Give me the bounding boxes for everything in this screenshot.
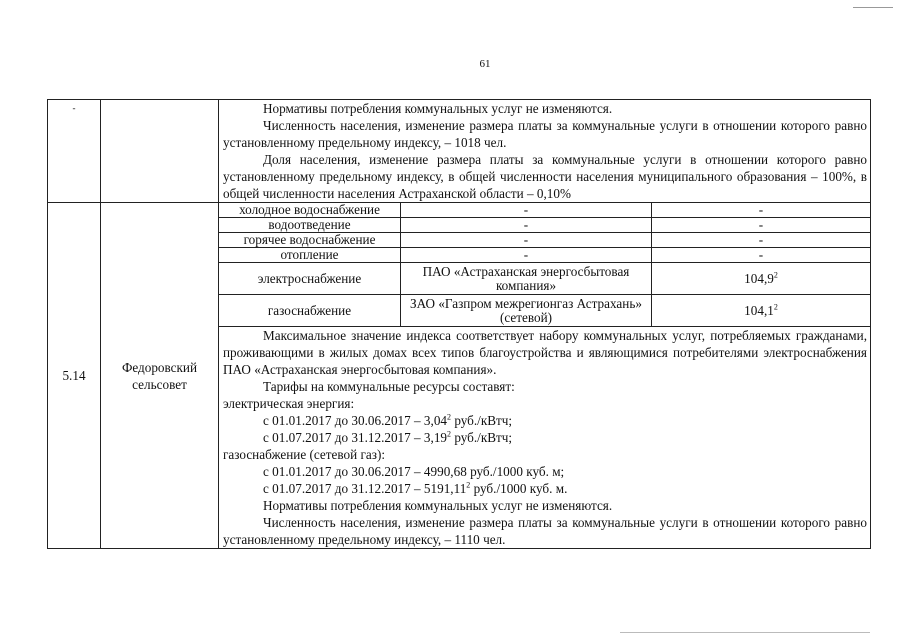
index-value: - bbox=[758, 232, 764, 247]
service-supplier: - bbox=[401, 248, 652, 263]
row-number: 5.14 bbox=[48, 203, 101, 549]
service-supplier: - bbox=[401, 203, 652, 218]
electric-tariff-2-footnote: 2 bbox=[447, 429, 452, 439]
tariff-table bbox=[47, 99, 871, 549]
service-index bbox=[652, 203, 871, 218]
gas-tariff-2-footnote: 2 bbox=[466, 480, 471, 490]
service-name: газоснабжение bbox=[219, 295, 401, 327]
service-name: водоотведение bbox=[219, 218, 401, 233]
row-text-previous bbox=[219, 100, 871, 203]
service-name: отопление bbox=[219, 248, 401, 263]
electric-tariff-1-unit: руб./кВтч; bbox=[451, 413, 513, 428]
gas-tariff-2-text: с 01.07.2017 до 31.12.2017 – 5191,11 bbox=[263, 481, 467, 496]
service-index bbox=[652, 218, 871, 233]
service-index bbox=[652, 263, 871, 295]
index-value: 104,1 bbox=[744, 302, 774, 318]
electric-tariff-2 bbox=[223, 429, 867, 446]
page-number: 61 bbox=[479, 58, 491, 70]
service-index bbox=[652, 248, 871, 263]
paragraph-max-index: Максимальное значение индекса соответствует набору коммунальных услуг, потребляемых гражданами, проживающими в жилых домах всех типов благоустройства и являющимися потребителями электроснабжения ПАО «Астраханская энергосбытовая компания». bbox=[223, 328, 867, 377]
service-supplier: ЗАО «Газпром межрегионгаз Астрахань» (сетевой) bbox=[401, 295, 652, 327]
electric-tariff-1-footnote: 2 bbox=[447, 412, 452, 422]
municipality-name: Федоровский сельсовет bbox=[101, 203, 219, 549]
table-row-previous bbox=[48, 100, 871, 203]
index-footnote: 2 bbox=[773, 270, 778, 280]
service-supplier: ПАО «Астраханская энергосбытовая компания» bbox=[401, 263, 652, 295]
electric-tariff-2-text: с 01.07.2017 до 31.12.2017 – 3,19 bbox=[263, 430, 448, 445]
scan-artifact bbox=[853, 7, 893, 8]
gas-tariff-2 bbox=[223, 480, 867, 497]
electric-tariff-2-unit: руб./кВтч; bbox=[451, 430, 513, 445]
index-footnote: 2 bbox=[773, 302, 778, 312]
row-name-previous bbox=[101, 100, 219, 203]
index-value: - bbox=[758, 217, 764, 232]
paragraph-population-previous: Численность населения, изменение размера платы за коммунальные услуги в отношении которого равно установленному предельному индексу, – 1018 чел. bbox=[223, 118, 867, 150]
electric-tariff-1 bbox=[223, 412, 867, 429]
electric-tariff-1-text: с 01.01.2017 до 30.06.2017 – 3,04 bbox=[263, 413, 448, 428]
index-value: - bbox=[758, 247, 764, 262]
service-supplier: - bbox=[401, 218, 652, 233]
service-name: холодное водоснабжение bbox=[219, 203, 401, 218]
index-value: 104,9 bbox=[744, 270, 774, 286]
service-name: горячее водоснабжение bbox=[219, 233, 401, 248]
paragraph-tariffs-intro: Тарифы на коммунальные ресурсы составят: bbox=[263, 379, 515, 394]
gas-tariff-2-unit: руб./1000 куб. м. bbox=[470, 481, 568, 496]
service-row bbox=[48, 203, 871, 218]
gas-label: газоснабжение (сетевой газ): bbox=[223, 447, 386, 462]
paragraph-norms: Нормативы потребления коммунальных услуг не изменяются. bbox=[263, 498, 613, 513]
paragraph-share-previous: Доля населения, изменение размера платы за коммунальные услуги в отношении которого равно установленному предельному индексу, в общей численности населения муниципального образования – 100%, в общей численности населения Астраханской области – 0,10% bbox=[223, 152, 867, 201]
index-value: - bbox=[758, 202, 764, 217]
service-supplier: - bbox=[401, 233, 652, 248]
row-description bbox=[219, 327, 871, 549]
electric-label: электрическая энергия: bbox=[223, 396, 355, 411]
paragraph-norms-previous: Нормативы потребления коммунальных услуг не изменяются. bbox=[263, 101, 613, 116]
service-name: электроснабжение bbox=[219, 263, 401, 295]
service-index bbox=[652, 295, 871, 327]
scan-artifact bbox=[620, 632, 870, 633]
paragraph-population: Численность населения, изменение размера платы за коммунальные услуги в отношении которого равно установленному предельному индексу, – 1110 чел. bbox=[223, 515, 867, 547]
row-number-previous: - bbox=[48, 100, 101, 203]
gas-tariff-1: с 01.01.2017 до 30.06.2017 – 4990,68 руб./1000 куб. м; bbox=[263, 464, 565, 479]
service-index bbox=[652, 233, 871, 248]
